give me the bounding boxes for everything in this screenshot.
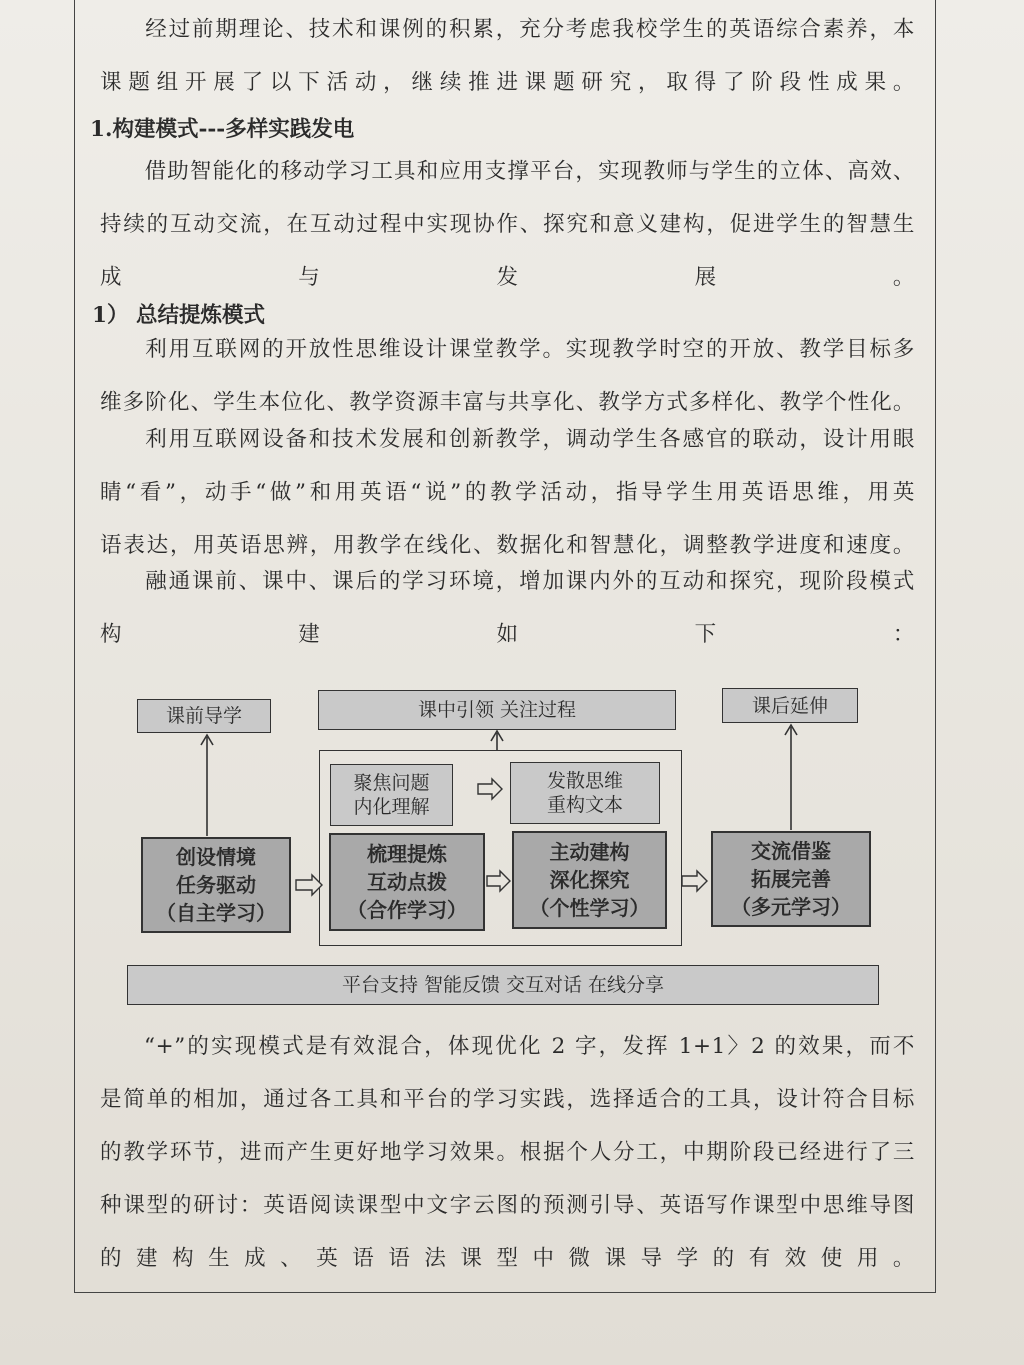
stage-1-line-3: （自主学习） [156, 901, 276, 925]
paragraph-5-line-3: 的教学环节，进而产生更好地学习效果。根据个人分工，中期阶段已经进行了三 [100, 1140, 915, 1165]
arrow-right-3 [682, 871, 707, 891]
focus-line-1: 聚焦问题 [353, 772, 430, 794]
paragraph-5-line-1: “+”的实现模式是有效混合，体现优化 2 字，发挥 1+1〉2 的效果，而不 [144, 1034, 915, 1059]
platform-bar: 平台支持 智能反馈 交互对话 在线分享 [127, 965, 879, 1005]
arrow-right-2 [487, 871, 510, 891]
pre-class-box: 课前导学 [137, 699, 271, 733]
stage-2-line-3: （合作学习） [347, 898, 467, 922]
paragraph-1-line-1: 借助智能化的移动学习工具和应用支撑平台，实现教师与学生的立体、高效、 [144, 159, 915, 184]
paragraph-5 [100, 1020, 915, 1285]
stage-4-line-2: 拓展完善 [751, 867, 831, 891]
diverge-line-1: 发散思维 [546, 770, 623, 792]
paragraph-4-line-1: 融通课前、课中、课后的学习环境，增加课内外的互动和探究，现阶段模式 [144, 569, 915, 594]
stage-3-line-1: 主动建构 [549, 840, 630, 864]
paragraph-4-line-2: 构建如下： [100, 622, 915, 647]
post-class-box: 课后延伸 [722, 688, 858, 723]
intro-line-1: 经过前期理论、技术和课例的积累，充分考虑我校学生的英语综合素养，本 [144, 17, 915, 42]
paragraph-2-line-2: 维多阶化、学生本位化、教学资源丰富与共享化、教学方式多样化、教学个性化。 [100, 390, 915, 415]
paragraph-5-line-4: 种课型的研讨：英语阅读课型中文字云图的预测引导、英语写作课型中思维导图 [100, 1193, 915, 1218]
intro-line-2: 课题组开展了以下活动，继续推进课题研究，取得了阶段性成果。 [100, 70, 915, 95]
arrow-right-1 [296, 875, 322, 895]
paragraph-2-line-1: 利用互联网的开放性思维设计课堂教学。实现教学时空的开放、教学目标多 [144, 337, 915, 362]
paragraph-5-line-2: 是简单的相加，通过各工具和平台的学习实践，选择适合的工具，设计符合目标 [100, 1087, 915, 1112]
paragraph-3-line-3: 语表达，用英语思辨，用教学在线化、数据化和智慧化，调整教学进度和速度。 [100, 533, 915, 558]
focus-line-2: 内化理解 [353, 796, 430, 818]
stage-3-line-3: （个性学习） [529, 896, 650, 920]
arrow-right-focus [478, 779, 502, 799]
stage-1-line-1: 创设情境 [176, 845, 256, 869]
paragraph-3-line-1: 利用互联网设备和技术发展和创新教学，调动学生各感官的联动，设计用眼 [144, 427, 915, 452]
paragraph-1-line-3: 成与发展。 [100, 265, 915, 290]
stage-2-line-1: 梳理提炼 [367, 842, 447, 866]
stage-4-line-1: 交流借鉴 [751, 839, 831, 863]
diverge-line-2: 重构文本 [546, 794, 623, 816]
stage-1-line-2: 任务驱动 [176, 873, 256, 897]
section-heading: 1.构建模式---多样实践发电 [90, 117, 355, 142]
paragraph-5-line-5: 的建构生成、英语语法课型中微课导学的有效使用。 [100, 1246, 915, 1271]
in-class-box: 课中引领 关注过程 [318, 690, 676, 730]
stage-3-line-2: 深化探究 [549, 868, 630, 892]
stage-4-line-3: （多元学习） [731, 895, 851, 919]
paragraph-3-line-2: 睛“看”，动手“做”和用英语“说”的教学活动，指导学生用英语思维，用英 [100, 480, 915, 505]
subsection-heading: 1） 总结提炼模式 [92, 303, 265, 328]
stage-2-line-2: 互动点拨 [367, 870, 447, 894]
paragraph-1-line-2: 持续的互动交流，在互动过程中实现协作、探究和意义建构，促进学生的智慧生 [100, 212, 915, 237]
